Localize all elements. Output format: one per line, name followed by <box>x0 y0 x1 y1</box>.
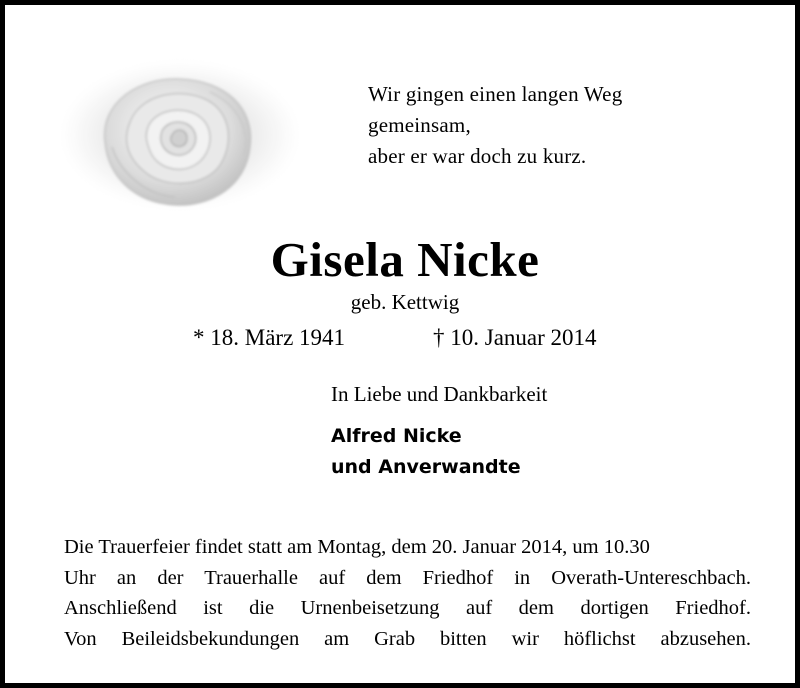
funeral-info-line: Die Trauerfeier findet statt am Montag, dem 20. Januar 2014, um 10.30 <box>64 536 650 558</box>
deceased-name: Gisela Nicke <box>270 232 540 287</box>
funeral-info-line: Anschließend ist die Urnenbeisetzung auf dem dortigen Friedhof. <box>64 597 751 619</box>
mourner-line: Alfred Nicke <box>331 425 462 447</box>
rose-image <box>60 47 310 215</box>
mourners-list <box>331 421 521 483</box>
poem <box>368 79 622 172</box>
poem-line: Wir gingen einen langen Weg <box>368 82 623 106</box>
funeral-info-line: Uhr an der Trauerhalle auf dem Friedhof in Overath-Untereschbach. <box>64 566 751 589</box>
mourners-intro: In Liebe und Dankbarkeit <box>331 382 548 406</box>
poem-line: aber er war doch zu kurz. <box>368 144 587 168</box>
funeral-info <box>64 532 751 654</box>
mourner-line: und Anverwandte <box>331 456 521 478</box>
funeral-info-line: Von Beileidsbekundungen am Grab bitten wir höflichst abzusehen. <box>64 627 751 650</box>
maiden-name: geb. Kettwig <box>350 290 460 314</box>
birth-date: * 18. März 1941 <box>193 325 346 350</box>
death-date: † 10. Januar 2014 <box>433 325 597 350</box>
poem-line: gemeinsam, <box>368 113 471 137</box>
